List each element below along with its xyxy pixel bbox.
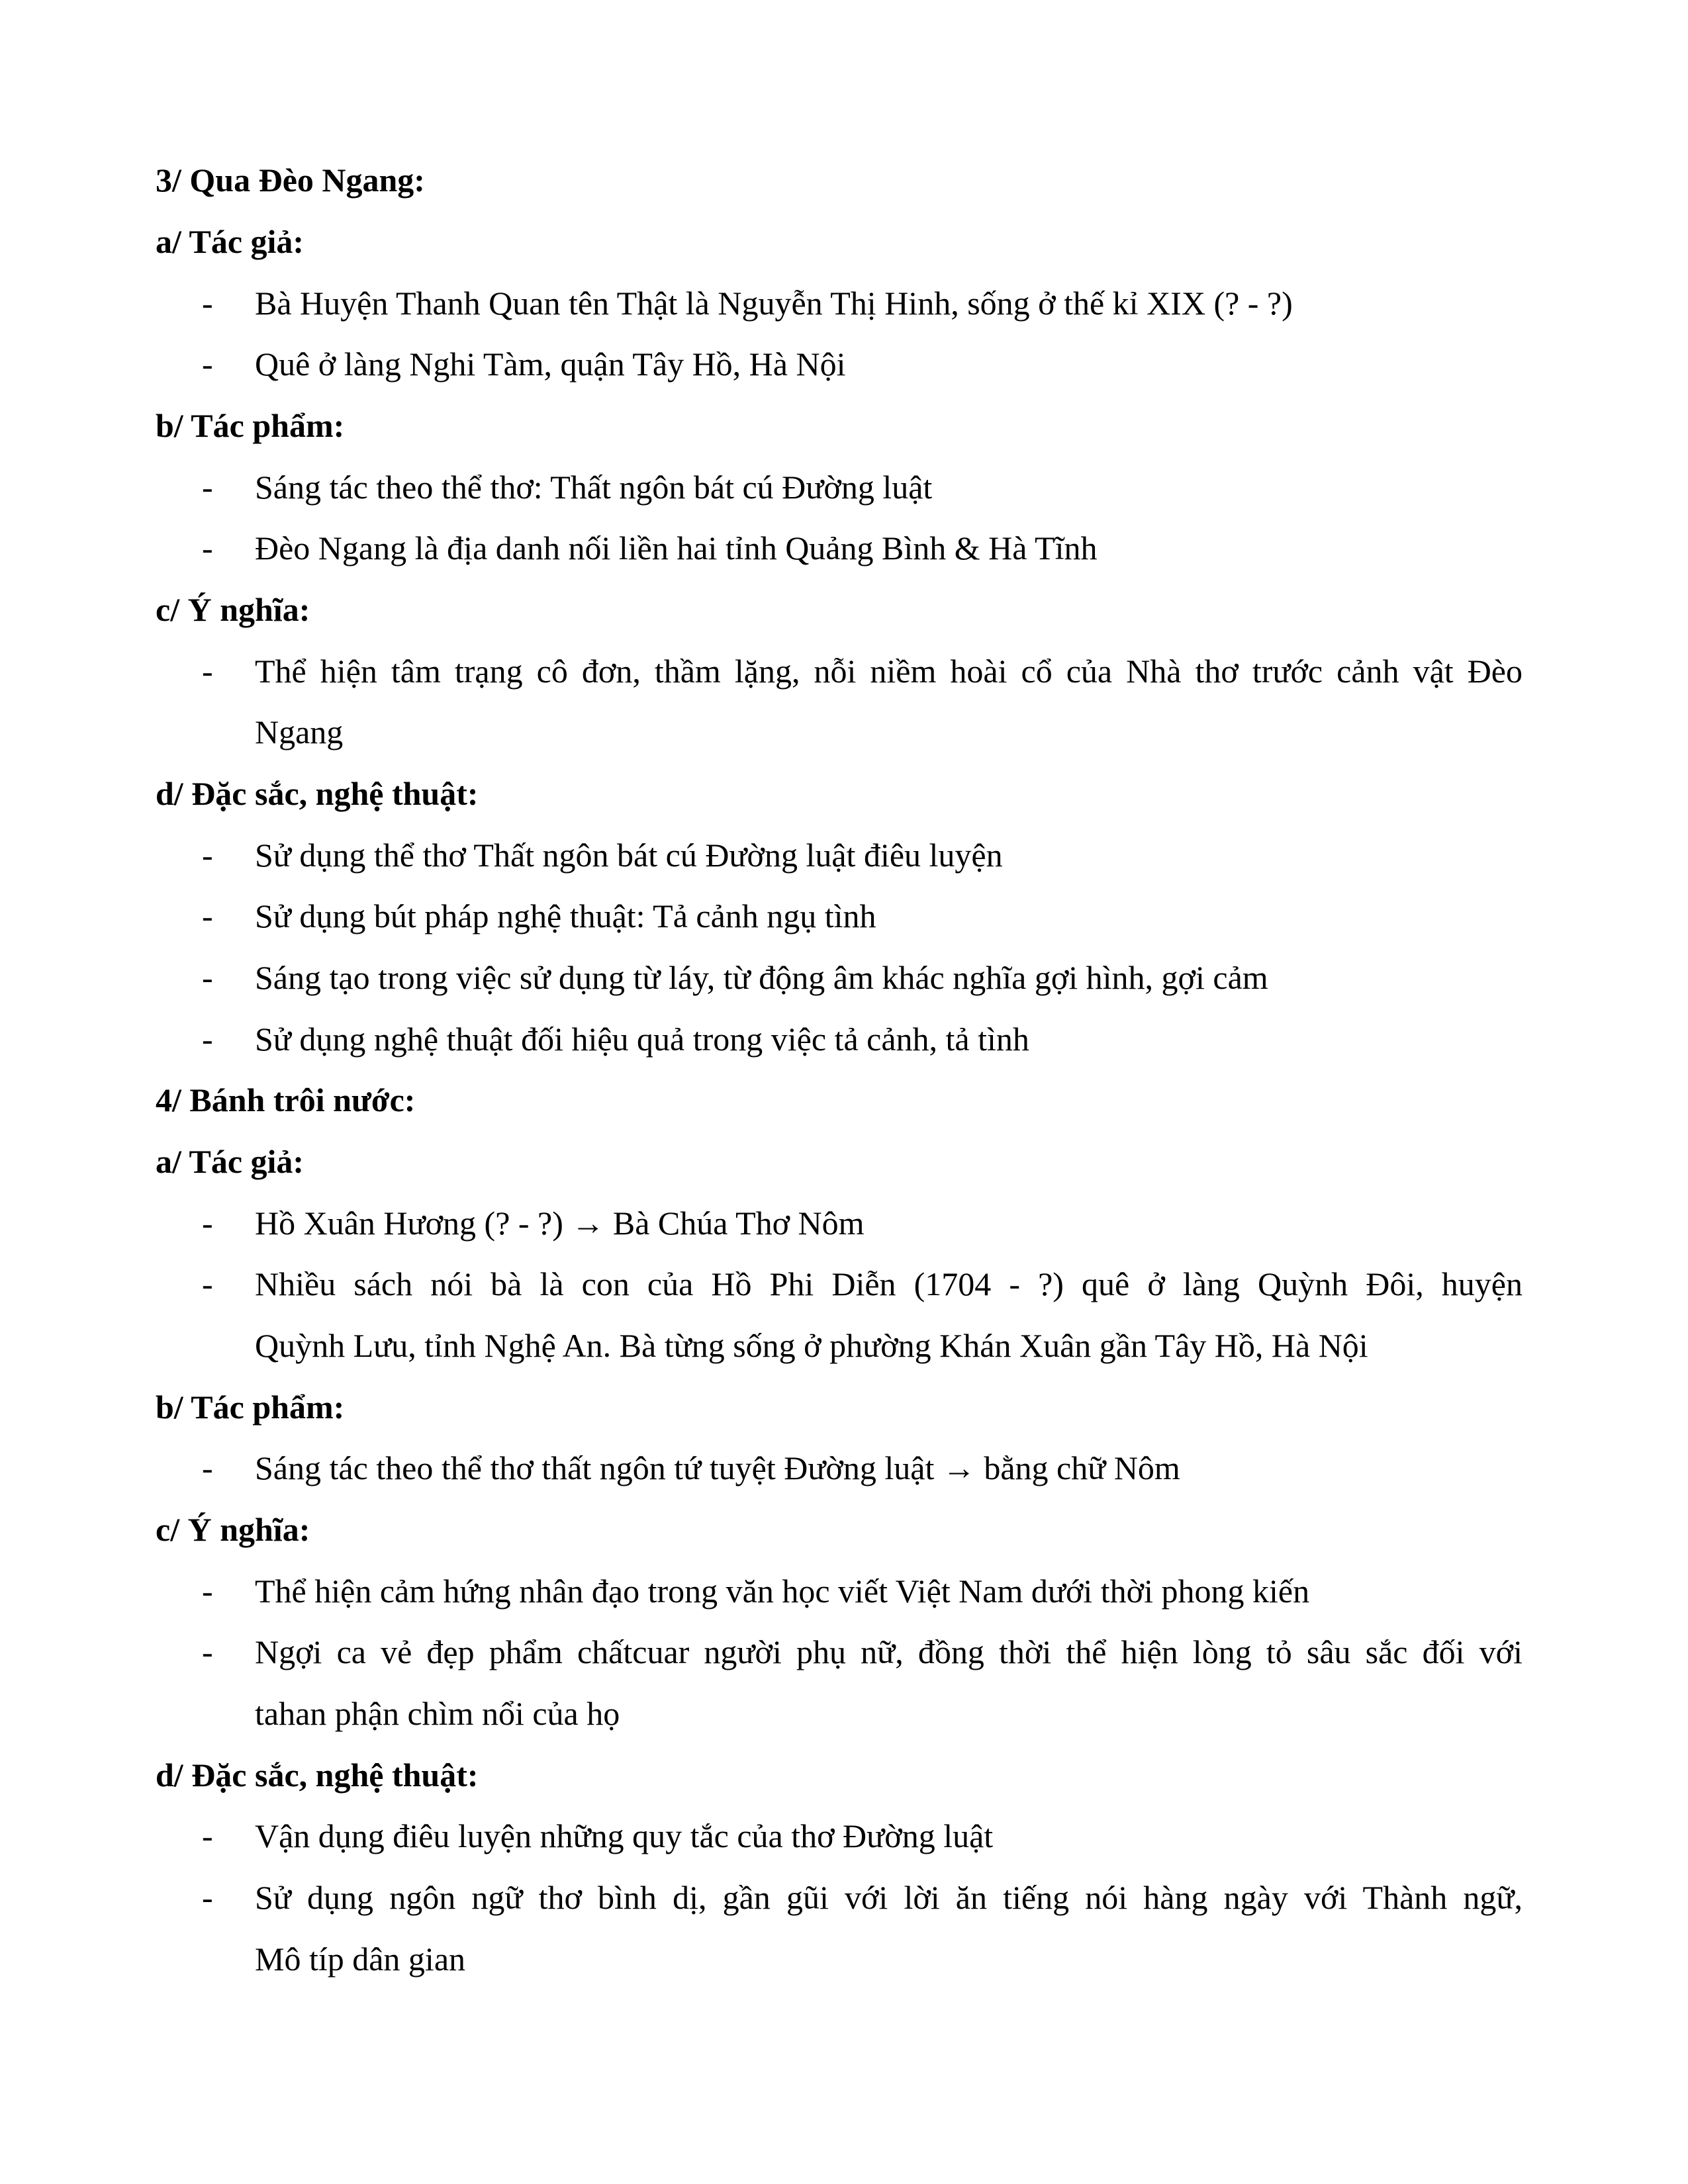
- section-4-author-heading: a/ Tác giả:: [156, 1143, 305, 1180]
- list-item-continuation: Quỳnh Lưu, tỉnh Nghệ An. Bà từng sống ở phường Khán Xuân gần Tây Hồ, Hà Nội: [255, 1327, 1368, 1364]
- bullet-dash: -: [202, 837, 213, 874]
- list-item: Đèo Ngang là địa danh nối liền hai tỉnh Quảng Bình & Hà Tĩnh: [255, 529, 1098, 567]
- bullet-dash: -: [202, 959, 213, 996]
- list-item-continuation: Mô típ dân gian: [255, 1940, 466, 1978]
- bullet-dash: -: [202, 653, 213, 690]
- bullet-dash: -: [202, 1449, 213, 1486]
- section-3-meaning-heading: c/ Ý nghĩa:: [156, 591, 310, 628]
- bullet-dash: -: [202, 1817, 213, 1854]
- list-item: Sáng tác theo thể thơ thất ngôn tứ tuyệt Đường luật → bằng chữ Nôm: [255, 1449, 1180, 1486]
- list-item-continuation: tahan phận chìm nổi của họ: [255, 1695, 620, 1732]
- list-item-continuation: Ngang: [255, 713, 344, 751]
- section-3-author-heading: a/ Tác giả:: [156, 223, 305, 260]
- list-item: Thể hiện cảm hứng nhân đạo trong văn học viết Việt Nam dưới thời phong kiến: [255, 1572, 1310, 1610]
- bullet-dash: -: [202, 285, 213, 322]
- bullet-dash: -: [202, 529, 213, 567]
- list-item: Ngợi ca vẻ đẹp phẩm chấtcuar người phụ nữ, đồng thời thể hiện lòng tỏ sâu sắc đối với: [255, 1633, 1523, 1670]
- section-4-art-heading: d/ Đặc sắc, nghệ thuật:: [156, 1756, 479, 1794]
- list-item: Thể hiện tâm trạng cô đơn, thầm lặng, nỗi niềm hoài cổ của Nhà thơ trước cảnh vật Đèo: [255, 653, 1523, 690]
- list-item: Sử dụng thể thơ Thất ngôn bát cú Đường luật điêu luyện: [255, 837, 1003, 874]
- list-item: Sử dụng nghệ thuật đối hiệu quả trong việc tả cảnh, tả tình: [255, 1021, 1029, 1058]
- bullet-dash: -: [202, 897, 213, 934]
- section-4-work-heading: b/ Tác phẩm:: [156, 1388, 345, 1426]
- bullet-dash: -: [202, 469, 213, 506]
- bullet-dash: -: [202, 1879, 213, 1916]
- bullet-dash: -: [202, 1265, 213, 1302]
- list-item: Sử dụng ngôn ngữ thơ bình dị, gần gũi với lời ăn tiếng nói hàng ngày với Thành ngữ,: [255, 1879, 1523, 1916]
- section-4-meaning-heading: c/ Ý nghĩa:: [156, 1511, 310, 1548]
- section-3-work-heading: b/ Tác phẩm:: [156, 407, 345, 444]
- bullet-dash: -: [202, 1633, 213, 1670]
- bullet-dash: -: [202, 345, 213, 383]
- bullet-dash: -: [202, 1021, 213, 1058]
- bullet-dash: -: [202, 1572, 213, 1610]
- bullet-dash: -: [202, 1205, 213, 1242]
- section-4-title: 4/ Bánh trôi nước:: [156, 1081, 416, 1118]
- list-item: Sáng tác theo thể thơ: Thất ngôn bát cú Đường luật: [255, 469, 933, 506]
- section-3-title: 3/ Qua Đèo Ngang:: [156, 161, 425, 199]
- list-item: Vận dụng điêu luyện những quy tắc của thơ Đường luật: [255, 1817, 994, 1854]
- list-item: Sử dụng bút pháp nghệ thuật: Tả cảnh ngụ tình: [255, 897, 876, 934]
- list-item: Quê ở làng Nghi Tàm, quận Tây Hồ, Hà Nội: [255, 345, 846, 383]
- list-item: Nhiều sách nói bà là con của Hồ Phi Diễn (1704 - ?) quê ở làng Quỳnh Đôi, huyện: [255, 1265, 1523, 1302]
- list-item: Sáng tạo trong việc sử dụng từ láy, từ động âm khác nghĩa gợi hình, gợi cảm: [255, 959, 1268, 996]
- list-item: Hồ Xuân Hương (? - ?) → Bà Chúa Thơ Nôm: [255, 1205, 865, 1242]
- list-item: Bà Huyện Thanh Quan tên Thật là Nguyễn Thị Hinh, sống ở thế kỉ XIX (? - ?): [255, 285, 1293, 322]
- section-3-art-heading: d/ Đặc sắc, nghệ thuật:: [156, 775, 479, 812]
